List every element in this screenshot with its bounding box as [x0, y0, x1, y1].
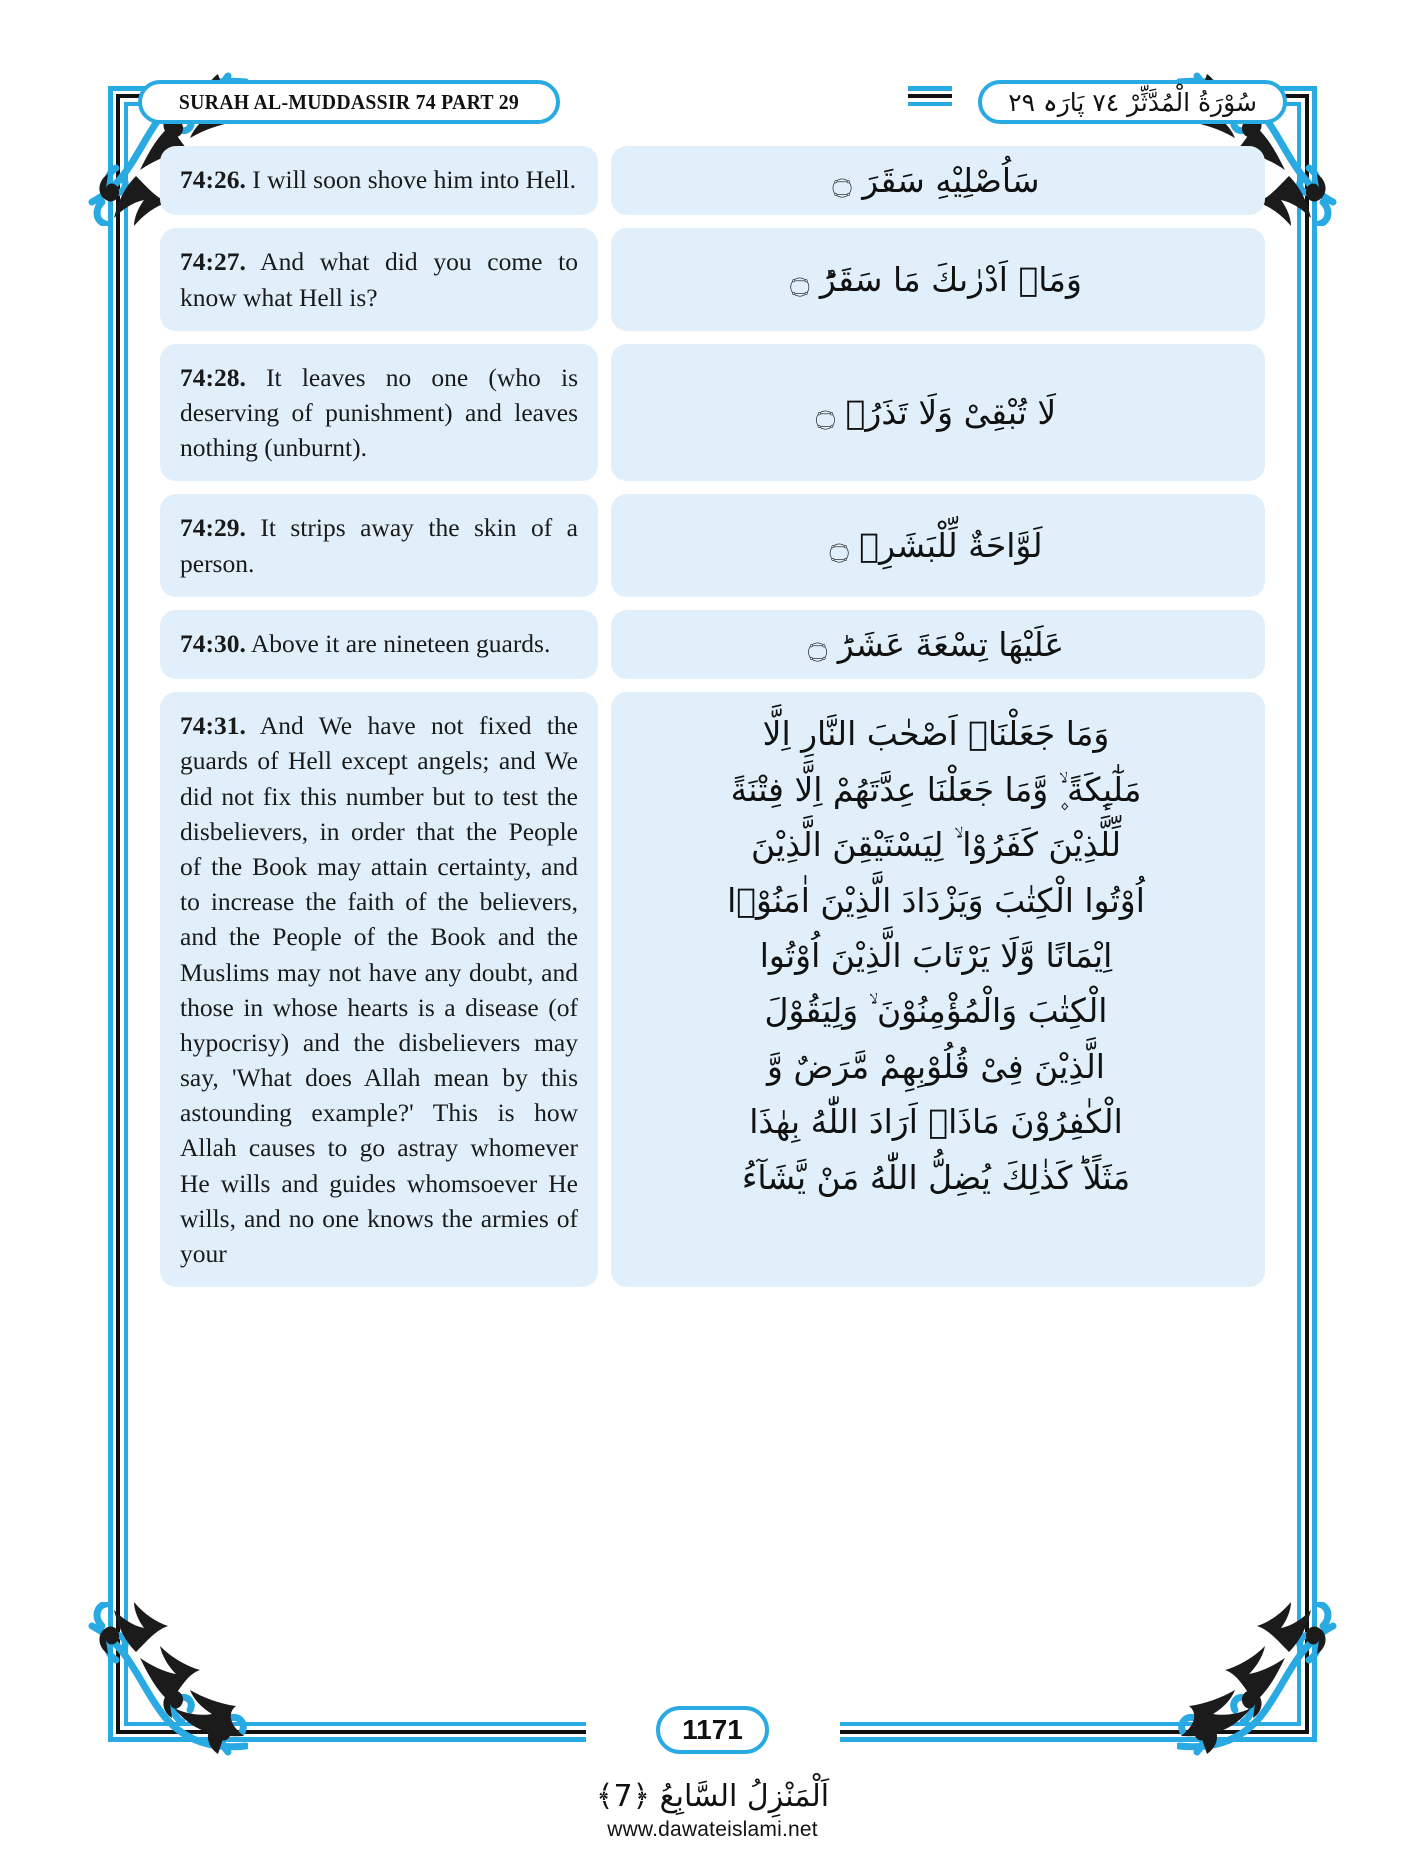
verse-reference: 74:26. — [180, 165, 246, 194]
arabic-line: الْكٰفِرُوْنَ مَاذَاۤ اَرَادَ اللّٰهُ بِهٰذَا — [749, 1102, 1123, 1142]
para-title-badge — [978, 80, 1287, 124]
verse-translation-panel — [160, 344, 598, 482]
arabic-line: لَوَّاحَةٌ لِّلْبَشَرِۚ ۝ — [829, 525, 1043, 565]
para-title-label-arabic: سُوْرَةُ الْمُدَّثِّرْ ٧٤ پَارَہ ٢٩ — [1008, 87, 1257, 117]
verse-row — [160, 692, 1265, 1287]
verse-row — [160, 344, 1265, 482]
arabic-line: لِّلَّذِيْنَ كَفَرُوْا ۙ لِيَسْتَيْقِنَ الَّذِيْنَ — [750, 825, 1122, 865]
verse-translation-panel — [160, 610, 598, 679]
arabic-line: لَا تُبْقِیْ وَلَا تَذَرُۚ ۝ — [815, 392, 1057, 432]
arabic-line: الْكِتٰبَ وَالْمُؤْمِنُوْنَ ۙ وَلِيَقُوْلَ — [764, 991, 1108, 1031]
verse-translation-panel — [160, 692, 598, 1287]
verse-translation-text: And what did you come to know what Hell is? — [180, 247, 579, 312]
arabic-line: مَلٰٓىِٕكَةً ۪ۙ وَّمَا جَعَلْنَا عِدَّتَهُمْ اِلَّا فِتْنَةً — [730, 769, 1142, 809]
verse-translation-panel — [160, 228, 598, 330]
arabic-line: اُوْتُوا الْكِتٰبَ وَيَزْدَادَ الَّذِيْنَ اٰمَنُوْۤا — [727, 880, 1145, 920]
verse-row — [160, 494, 1265, 596]
page-footer — [0, 1777, 1425, 1842]
website-url: www.dawateislami.net — [607, 1818, 818, 1841]
verse-reference: 74:31. — [180, 711, 246, 741]
verse-reference: 74:27. — [180, 247, 246, 277]
arabic-line: وَمَاۤ اَدْرٰىكَ مَا سَقَرُؕ ۝ — [790, 259, 1082, 299]
page-number: 1171 — [682, 1714, 743, 1745]
arabic-line: اِيْمَانًا وَّلَا يَرْتَابَ الَّذِيْنَ اُوْتُوا — [759, 935, 1113, 975]
arabic-line: عَلَيْهَا تِسْعَةَ عَشَرَؕ ۝ — [807, 624, 1065, 664]
verse-reference: 74:28. — [180, 362, 246, 392]
page-number-badge-wrap — [0, 1706, 1425, 1754]
verse-row — [160, 228, 1265, 330]
verse-translation-panel — [160, 494, 598, 596]
verse-row — [160, 610, 1265, 679]
verse-arabic-panel — [611, 494, 1265, 596]
verse-translation-panel — [160, 146, 598, 215]
surah-title-label: SURAH AL-MUDDASSIR 74 PART 29 — [178, 89, 520, 114]
arabic-line: سَاُصْلِيْهِ سَقَرَ ۝ — [832, 161, 1040, 200]
manzil-label-arabic: اَلْمَنْزِلُ السَّابِعُ ﴿7﴾ — [595, 1779, 830, 1814]
verses-container — [160, 146, 1265, 1650]
arabic-line: الَّذِيْنَ فِیْ قُلُوْبِهِمْ مَّرَضٌ وَّ — [767, 1046, 1105, 1086]
page-number-badge — [656, 1706, 769, 1754]
verse-translation-text: And We have not fixed the guards of Hell except angels; and We did not fix this number but to test the disbelievers, in order that the People of the Book may attain certainty, and to increase the faith of the believers, and the People of the Book and the Muslims may not have any doubt, and those in whose hearts is a disease (of hypocrisy) and the disbelievers may say, 'What does Allah mean by this astounding example?' This is how Allah causes to go astray whomever He wills and guides whomsoever He wills, and no one knows the armies of your — [180, 711, 579, 1269]
verse-reference: 74:30. — [180, 628, 246, 658]
verse-reference: 74:29. — [180, 513, 246, 543]
verse-translation-text: Above it are nineteen guards. — [250, 628, 551, 658]
verse-arabic-panel — [611, 610, 1265, 679]
verse-arabic-panel — [611, 146, 1265, 215]
verse-arabic-panel — [611, 692, 1265, 1287]
arabic-line: وَمَا جَعَلْنَاۤ اَصْحٰبَ النَّارِ اِلَّا — [762, 714, 1110, 754]
verse-arabic-panel — [611, 228, 1265, 330]
verse-translation-text: It leaves no one (who is deserving of punishment) and leaves nothing (unburnt). — [180, 362, 578, 463]
verse-arabic-panel — [611, 344, 1265, 482]
verse-translation-text: It strips away the skin of a person. — [180, 513, 579, 578]
surah-title-badge — [138, 80, 560, 124]
verse-translation-text: I will soon shove him into Hell. — [252, 165, 576, 194]
verse-row — [160, 146, 1265, 215]
arabic-line: مَثَلًاؕ كَذٰلِكَ يُضِلُّ اللّٰهُ مَنْ يَّشَآءُ — [741, 1157, 1131, 1197]
page-header — [124, 74, 1301, 130]
